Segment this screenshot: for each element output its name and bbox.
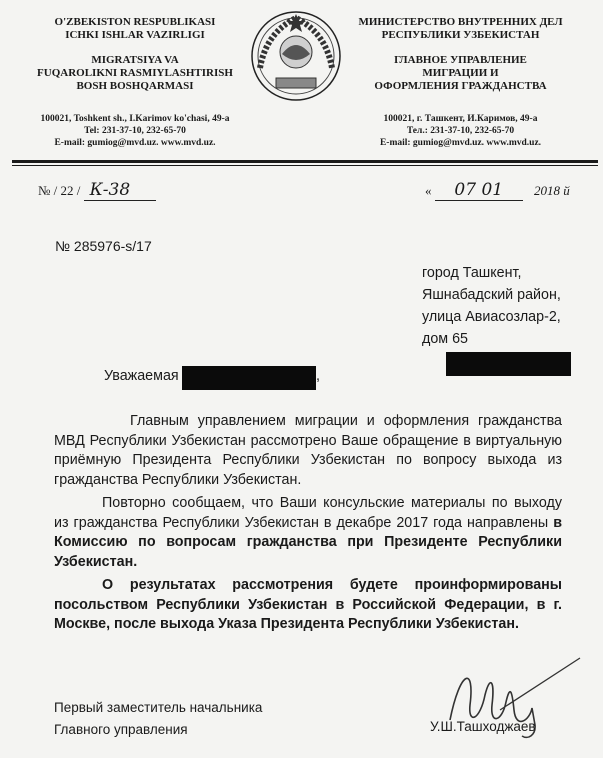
registration-handwritten-no: К-38 bbox=[84, 180, 156, 201]
paragraph-2 bbox=[54, 494, 562, 572]
header-left-line2: ICHKI ISHLAR VAZIRLIGI bbox=[65, 29, 205, 41]
header-right-line1: МИНИСТЕРСТВО ВНУТРЕННИХ ДЕЛ bbox=[358, 16, 563, 28]
header-divider-thick bbox=[12, 160, 598, 163]
recipient-address-line1: город Ташкент, bbox=[422, 265, 522, 281]
state-emblem-icon bbox=[248, 8, 344, 104]
header-right-line2: РЕСПУБЛИКИ УЗБЕКИСТАН bbox=[381, 29, 540, 41]
signatory-name: У.Ш.Ташходжаев bbox=[430, 719, 536, 734]
reference-number: № 285976-s/17 bbox=[55, 238, 152, 254]
header-right-email: E-mail: gumiog@mvd.uz. www.mvd.uz. bbox=[379, 138, 542, 148]
paragraph-2-normal: Повторно сообщаем, что Ваши консульские материалы по выходу из гражданства Республики Узбекистан в декабре 2017 года направлены bbox=[54, 495, 562, 531]
signatory-title bbox=[54, 697, 262, 741]
salutation bbox=[104, 368, 179, 384]
header-left-email: E-mail: gumiog@mvd.uz. www.mvd.uz. bbox=[54, 138, 216, 148]
salutation-text: Уважаемая bbox=[104, 368, 179, 384]
salutation-comma: , bbox=[316, 368, 320, 384]
registration-handwritten-date: 07 01 bbox=[435, 180, 523, 201]
recipient-address-line3: улица Авиасозлар-2, bbox=[422, 309, 561, 325]
recipient-address-line4: дом 65 bbox=[422, 331, 468, 347]
registration-date-year: 2018 й bbox=[534, 183, 570, 198]
signatory-title-line2: Главного управления bbox=[54, 722, 188, 737]
header-left-address: 100021, Toshkent sh., I.Karimov ko'chasi, 49-a bbox=[40, 114, 230, 124]
paragraph-2-bold: в Комиссию по вопросам гражданства при Президенте Республики Узбекистан. bbox=[54, 514, 562, 570]
registration-date bbox=[425, 180, 570, 201]
signatory-title-line1: Первый заместитель начальника bbox=[54, 700, 263, 715]
registration-no-prefix: № bbox=[38, 183, 51, 198]
letter-body bbox=[54, 412, 562, 635]
redaction-box bbox=[182, 366, 316, 390]
header-right-line3: ГЛАВНОЕ УПРАВЛЕНИЕ bbox=[394, 54, 527, 66]
header-left-line5: BOSH BOSHQARMASI bbox=[76, 80, 194, 92]
header-right-line4: МИГРАЦИИ И bbox=[422, 67, 499, 79]
paragraph-1: Главным управлением миграции и оформления гражданства МВД Республики Узбекистан рассмотрено Ваше обращение в виртуальную приёмную Президента Республики Узбекистан по вопросу выхода из гражданства Республики Узбекистан. bbox=[54, 413, 562, 488]
header-left-line4: FUQAROLIKNI RASMIYLASHTIRISH bbox=[37, 67, 233, 79]
header-right-phone: Тел.: 231-37-10, 232-65-70 bbox=[406, 126, 515, 136]
registration-no-value: / 22 / bbox=[53, 183, 81, 198]
header-left-phone: Tel: 231-37-10, 232-65-70 bbox=[84, 126, 186, 136]
header-left-block bbox=[20, 16, 250, 149]
header-right-block bbox=[353, 16, 568, 149]
header-right-line5: ОФОРМЛЕНИЯ ГРАЖДАНСТВА bbox=[374, 80, 547, 92]
registration-date-open: « bbox=[425, 183, 432, 198]
registration-number bbox=[38, 180, 156, 201]
recipient-address-line2: Яшнабадский район, bbox=[422, 287, 561, 303]
paragraph-3: О результатах рассмотрения будете проинформированы посольством Республики Узбекистан в Российской Федерации, в г. Москве, после выхода Указа Президента Республики Узбекистан. bbox=[54, 577, 562, 632]
redaction-box bbox=[446, 352, 571, 376]
header-left-line3: MIGRATSIYA VA bbox=[91, 54, 179, 66]
recipient-address bbox=[422, 262, 561, 350]
header-right-address: 100021, г. Ташкент, И.Каримов, 49-а bbox=[383, 114, 538, 124]
header-left-line1: O'ZBEKISTON RESPUBLIKASI bbox=[54, 16, 216, 28]
header-divider-thin bbox=[12, 165, 598, 166]
